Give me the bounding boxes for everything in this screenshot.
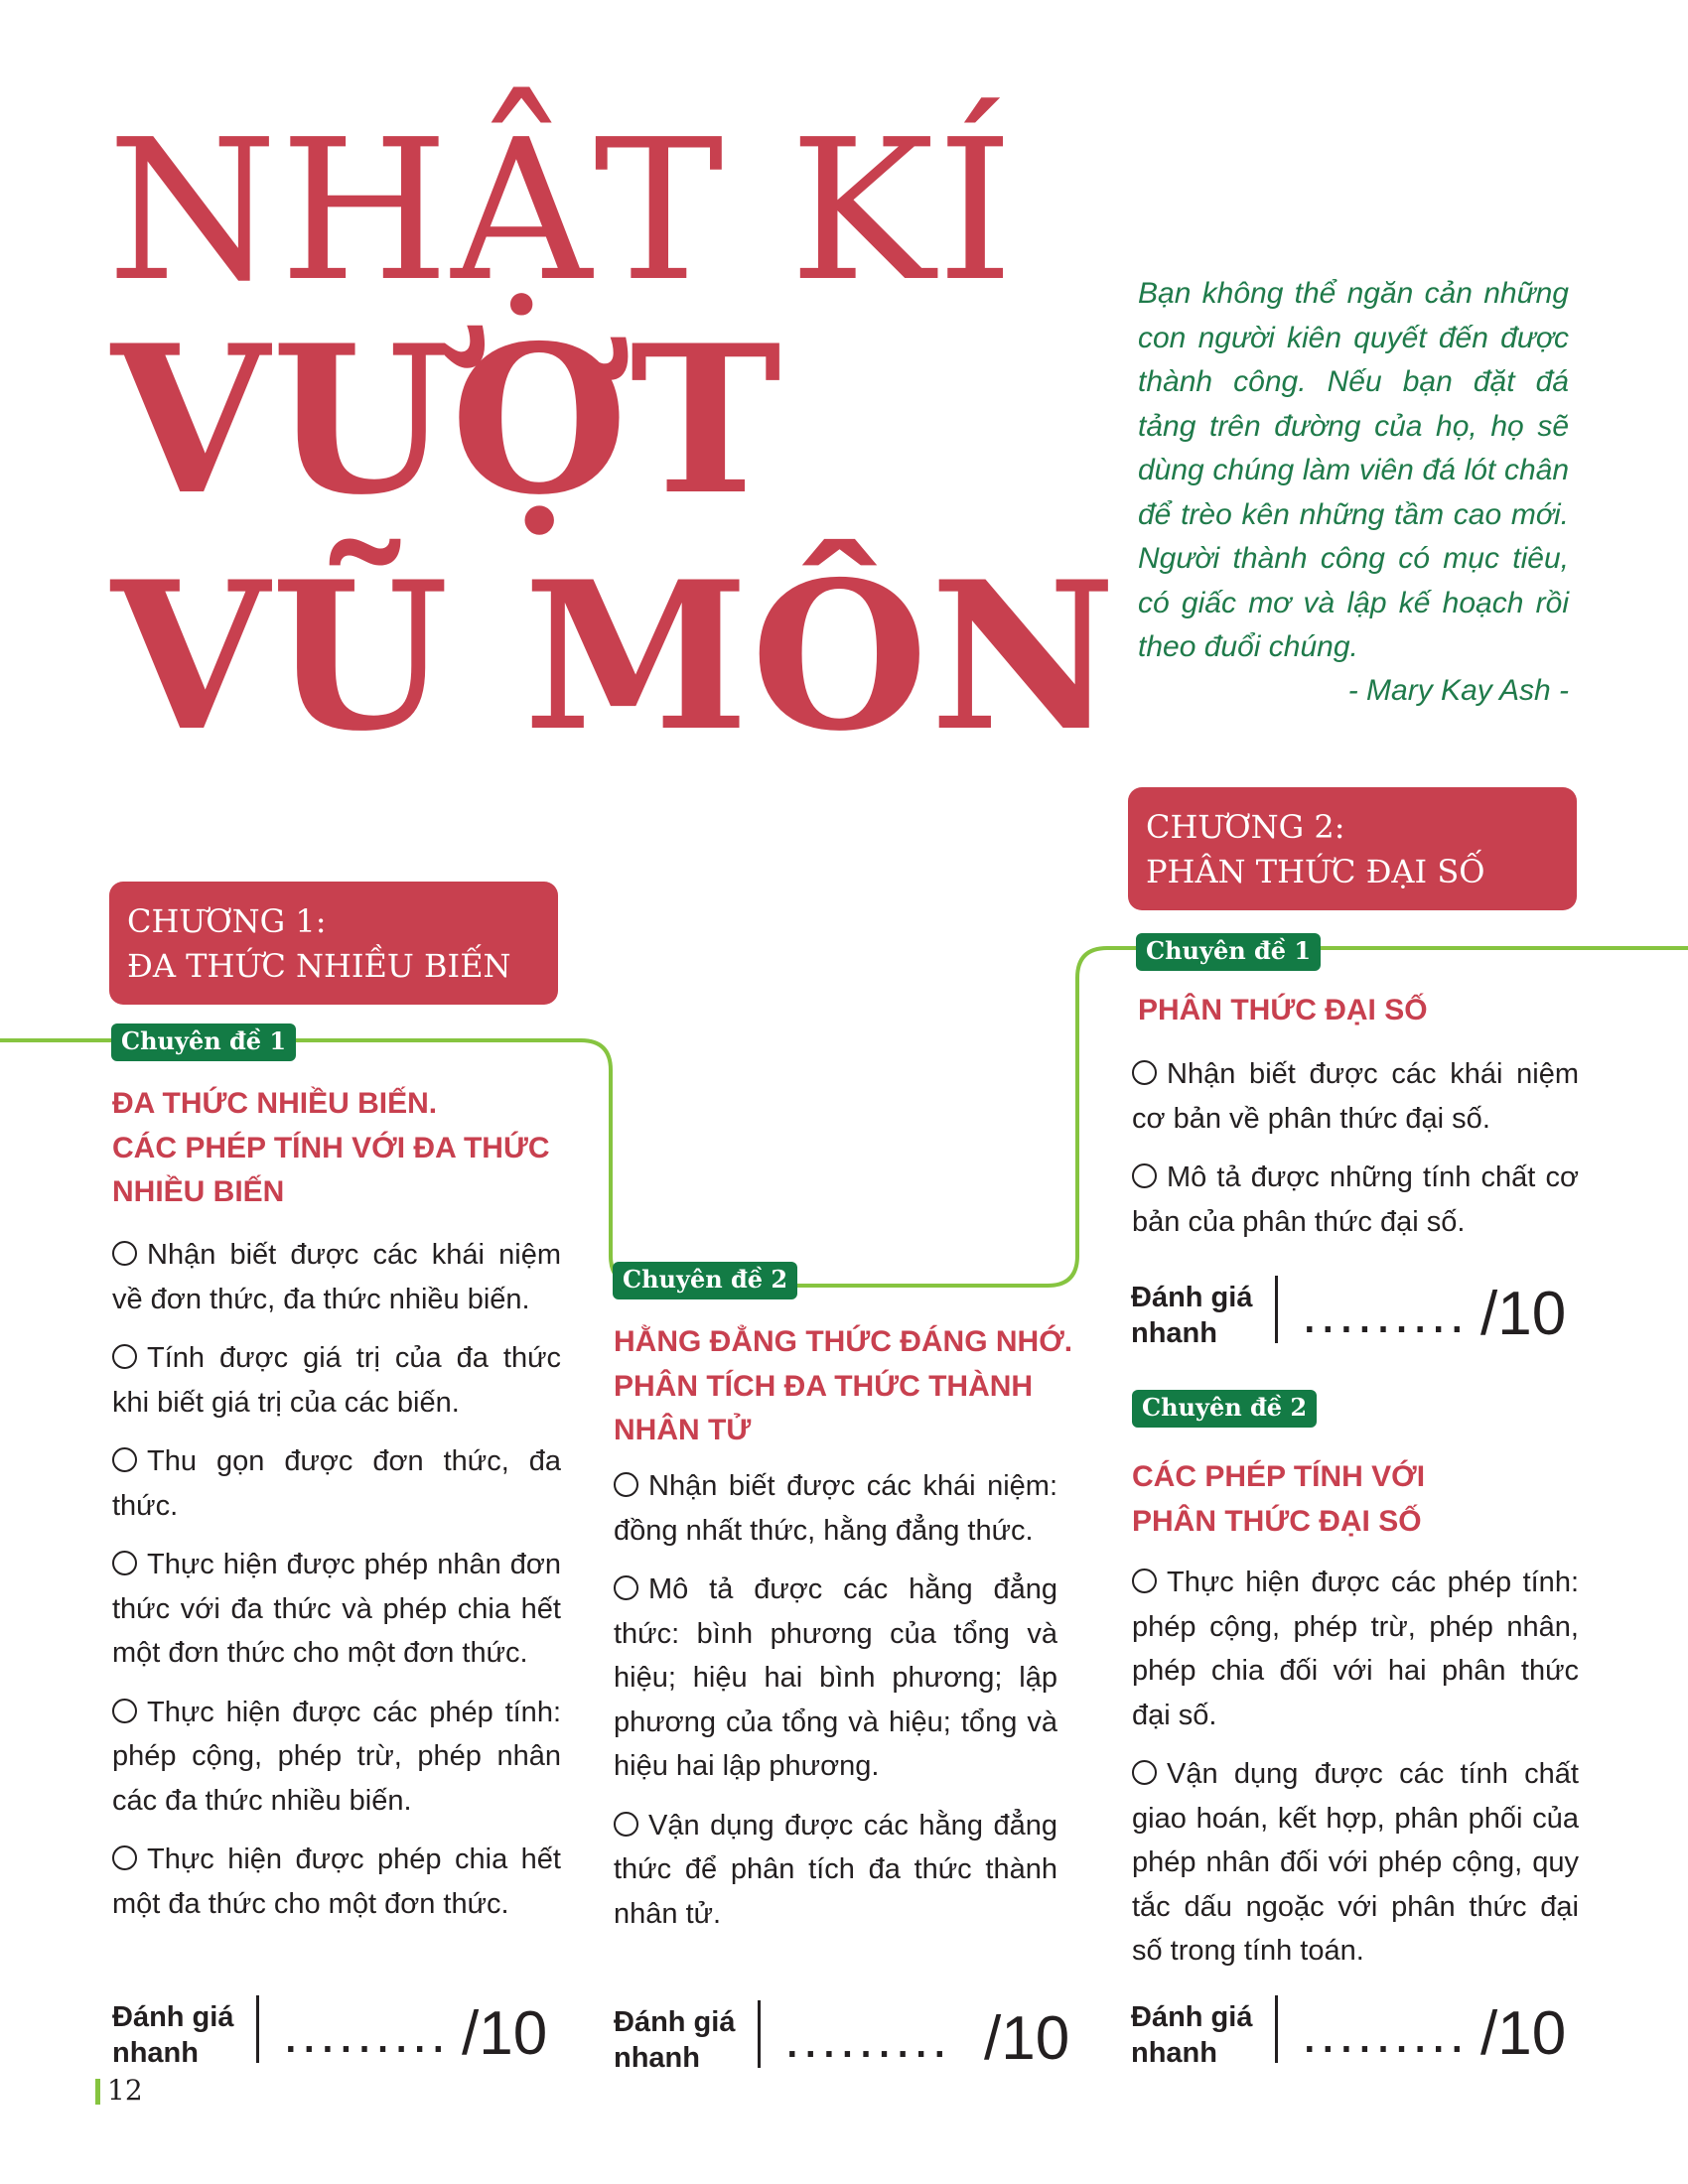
title-line-1: NHẬT KÍ <box>107 98 1016 325</box>
quote-text: Bạn không thể ngăn cản những con người kiên quyết đến được thành công. Nếu bạn đặt đá tảng trên đường của họ, họ sẽ dùng chúng làm viên đá lót chân để trèo kên những tầm cao mới. Người thành công có mục tiêu, có giấc mơ và lập kế hoạch rồi theo đuổi chúng. <box>1138 277 1569 663</box>
checklist-item-text: Nhận biết được các khái niệm về đơn thức, đa thức nhiều biến. <box>112 1239 561 1315</box>
checklist-item <box>1132 1052 1579 1141</box>
checkbox-circle-icon[interactable] <box>614 1575 638 1600</box>
checklist-item-text: Thực hiện được phép chia hết một đa thức cho một đơn thức. <box>112 1843 561 1920</box>
score-divider <box>256 1995 259 2063</box>
checklist-item-text: Thực hiện được phép nhân đơn thức với đa thức và phép chia hết một đơn thức cho một đơn thức. <box>112 1549 561 1669</box>
checkbox-circle-icon[interactable] <box>1132 1060 1157 1085</box>
checkbox-circle-icon[interactable] <box>112 1845 137 1870</box>
checklist-item-text: Thực hiện được các phép tính: phép cộng, phép trừ, phép nhân, phép chia đối với hai phân thức đại số. <box>1132 1567 1579 1731</box>
checkbox-circle-icon[interactable] <box>1132 1760 1157 1785</box>
ch2-topic2-tag: Chuyên đề 2 <box>1132 1390 1317 1428</box>
checklist-item-text: Tính được giá trị của đa thức khi biết giá trị của các biến. <box>112 1342 561 1419</box>
score-divider <box>1275 1276 1278 1343</box>
ch1-topic1-checklist <box>112 1233 561 1941</box>
score-label-line1: Đánh giá <box>1131 1282 1253 1313</box>
score-label <box>1131 1280 1252 1351</box>
chapter-2-number: CHƯƠNG 2: <box>1146 808 1345 846</box>
ch2-topic2-checklist <box>1132 1561 1579 1988</box>
ch2-topic1-tag: Chuyên đề 1 <box>1136 933 1321 971</box>
score-input[interactable]: ......... <box>1302 1282 1469 1344</box>
ch1-topic1-heading <box>112 1082 579 1215</box>
checklist-item-text: Thu gọn được đơn thức, đa thức. <box>112 1445 561 1522</box>
checklist-item-text: Vận dụng được các tính chất giao hoán, kết hợp, phân phối của phép nhân đối với phép cộng, quy tắc dấu ngoặc với phân thức đại số trong tính toán. <box>1132 1758 1579 1967</box>
score-input[interactable]: ......... <box>784 2006 951 2069</box>
checklist-item-text: Mô tả được các hằng đẳng thức: bình phương của tổng và hiệu; hiệu hai bình phương; lập phương của tổng và hiệu; tổng và hiệu hai lập phương. <box>614 1573 1057 1782</box>
ch2-topic2-heading-line1: CÁC PHÉP TÍNH VỚI <box>1132 1460 1426 1493</box>
ch1-topic2-heading-line3: NHÂN TỬ <box>614 1414 752 1446</box>
ch2-topic1-checklist <box>1132 1052 1579 1259</box>
score-label <box>1131 1999 1252 2071</box>
ch1-topic1-tag: Chuyên đề 1 <box>111 1024 296 1061</box>
score-input[interactable]: ......... <box>283 2001 450 2064</box>
score-label <box>112 1999 233 2071</box>
checklist-item-text: Vận dụng được các hằng đẳng thức để phân tích đa thức thành nhân tử. <box>614 1809 1057 1930</box>
checklist-item-text: Nhận biết được các khái niệm: đồng nhất thức, hằng đẳng thức. <box>614 1470 1057 1547</box>
chapter-2-banner <box>1128 787 1577 910</box>
ch2-topic2-heading <box>1132 1455 1579 1544</box>
score-max: /10 <box>462 1999 548 2068</box>
checkbox-circle-icon[interactable] <box>1132 1163 1157 1188</box>
checkbox-circle-icon[interactable] <box>112 1241 137 1266</box>
checkbox-circle-icon[interactable] <box>112 1699 137 1723</box>
ch2-topic1-score <box>1131 1276 1588 1355</box>
score-input[interactable]: ......... <box>1302 2001 1469 2064</box>
ch2-topic1-heading-line1: PHÂN THỨC ĐẠI SỐ <box>1138 994 1428 1026</box>
ch1-topic2-heading-line1: HẰNG ĐẲNG THỨC ĐÁNG NHỚ. <box>614 1325 1073 1358</box>
score-label-line1: Đánh giá <box>1131 2001 1253 2033</box>
checklist-item <box>614 1804 1057 1937</box>
score-label-line2: nhanh <box>614 2042 700 2074</box>
page-number: 12 <box>107 2074 143 2107</box>
checklist-item <box>112 1233 561 1321</box>
checkbox-circle-icon[interactable] <box>614 1812 638 1837</box>
checklist-item-text: Thực hiện được các phép tính: phép cộng, phép trừ, phép nhân các đa thức nhiều biến. <box>112 1696 561 1817</box>
ch1-topic2-heading <box>614 1320 1090 1453</box>
checklist-item <box>112 1336 561 1425</box>
score-divider <box>758 2000 761 2068</box>
checklist-item <box>614 1464 1057 1553</box>
checklist-item <box>1132 1561 1579 1737</box>
score-label <box>614 2004 735 2076</box>
ch1-topic2-score <box>614 2000 1080 2080</box>
checkbox-circle-icon[interactable] <box>112 1551 137 1575</box>
checklist-item <box>112 1439 561 1528</box>
ch2-topic2-score <box>1131 1995 1588 2075</box>
checklist-item-text: Nhận biết được các khái niệm cơ bản về phân thức đại số. <box>1132 1058 1579 1135</box>
checkbox-circle-icon[interactable] <box>112 1447 137 1472</box>
score-label-line1: Đánh giá <box>112 2001 234 2033</box>
checkbox-circle-icon[interactable] <box>614 1472 638 1497</box>
chapter-1-banner <box>109 882 558 1005</box>
checklist-item <box>112 1838 561 1926</box>
page-number-marker <box>95 2079 100 2105</box>
chapter-1-number: CHƯƠNG 1: <box>127 902 327 940</box>
checklist-item <box>614 1568 1057 1789</box>
chapter-2-title: PHÂN THỨC ĐẠI SỐ <box>1146 853 1485 890</box>
checkbox-circle-icon[interactable] <box>1132 1569 1157 1593</box>
quote-author: - Mary Kay Ash - <box>1347 674 1569 707</box>
checklist-item <box>112 1691 561 1824</box>
ch1-topic1-score <box>112 1995 569 2075</box>
checklist-item <box>1132 1156 1579 1244</box>
score-max: /10 <box>1480 1280 1567 1348</box>
checklist-item <box>1132 1752 1579 1974</box>
checklist-item-text: Mô tả được những tính chất cơ bản của phân thức đại số. <box>1132 1161 1579 1238</box>
score-label-line2: nhanh <box>1131 2037 1217 2069</box>
score-label-line2: nhanh <box>112 2037 199 2069</box>
score-label-line2: nhanh <box>1131 1317 1217 1349</box>
chapter-1-title: ĐA THỨC NHIỀU BIẾN <box>127 947 511 985</box>
ch2-topic2-heading-line2: PHÂN THỨC ĐẠI SỐ <box>1132 1504 1422 1538</box>
checklist-item <box>112 1543 561 1676</box>
score-divider <box>1275 1995 1278 2063</box>
score-max: /10 <box>984 2004 1070 2073</box>
score-max: /10 <box>1480 1999 1567 2068</box>
ch1-topic1-heading-line1: ĐA THỨC NHIỀU BIẾN. <box>112 1087 438 1120</box>
ch1-topic2-heading-line2: PHÂN TÍCH ĐA THỨC THÀNH <box>614 1369 1034 1403</box>
ch2-topic1-heading <box>1138 989 1575 1033</box>
ch1-topic1-heading-line2: CÁC PHÉP TÍNH VỚI ĐA THỨC <box>112 1131 550 1164</box>
title-line-2: VƯỢT <box>111 302 783 540</box>
score-label-line1: Đánh giá <box>614 2006 736 2038</box>
ch1-topic1-heading-line3: NHIỀU BIẾN <box>112 1175 285 1208</box>
checkbox-circle-icon[interactable] <box>112 1344 137 1369</box>
title-line-3: VŨ MÔN <box>111 538 1119 776</box>
ch1-topic2-checklist <box>614 1464 1057 1951</box>
ch1-topic2-tag: Chuyên đề 2 <box>613 1262 797 1299</box>
